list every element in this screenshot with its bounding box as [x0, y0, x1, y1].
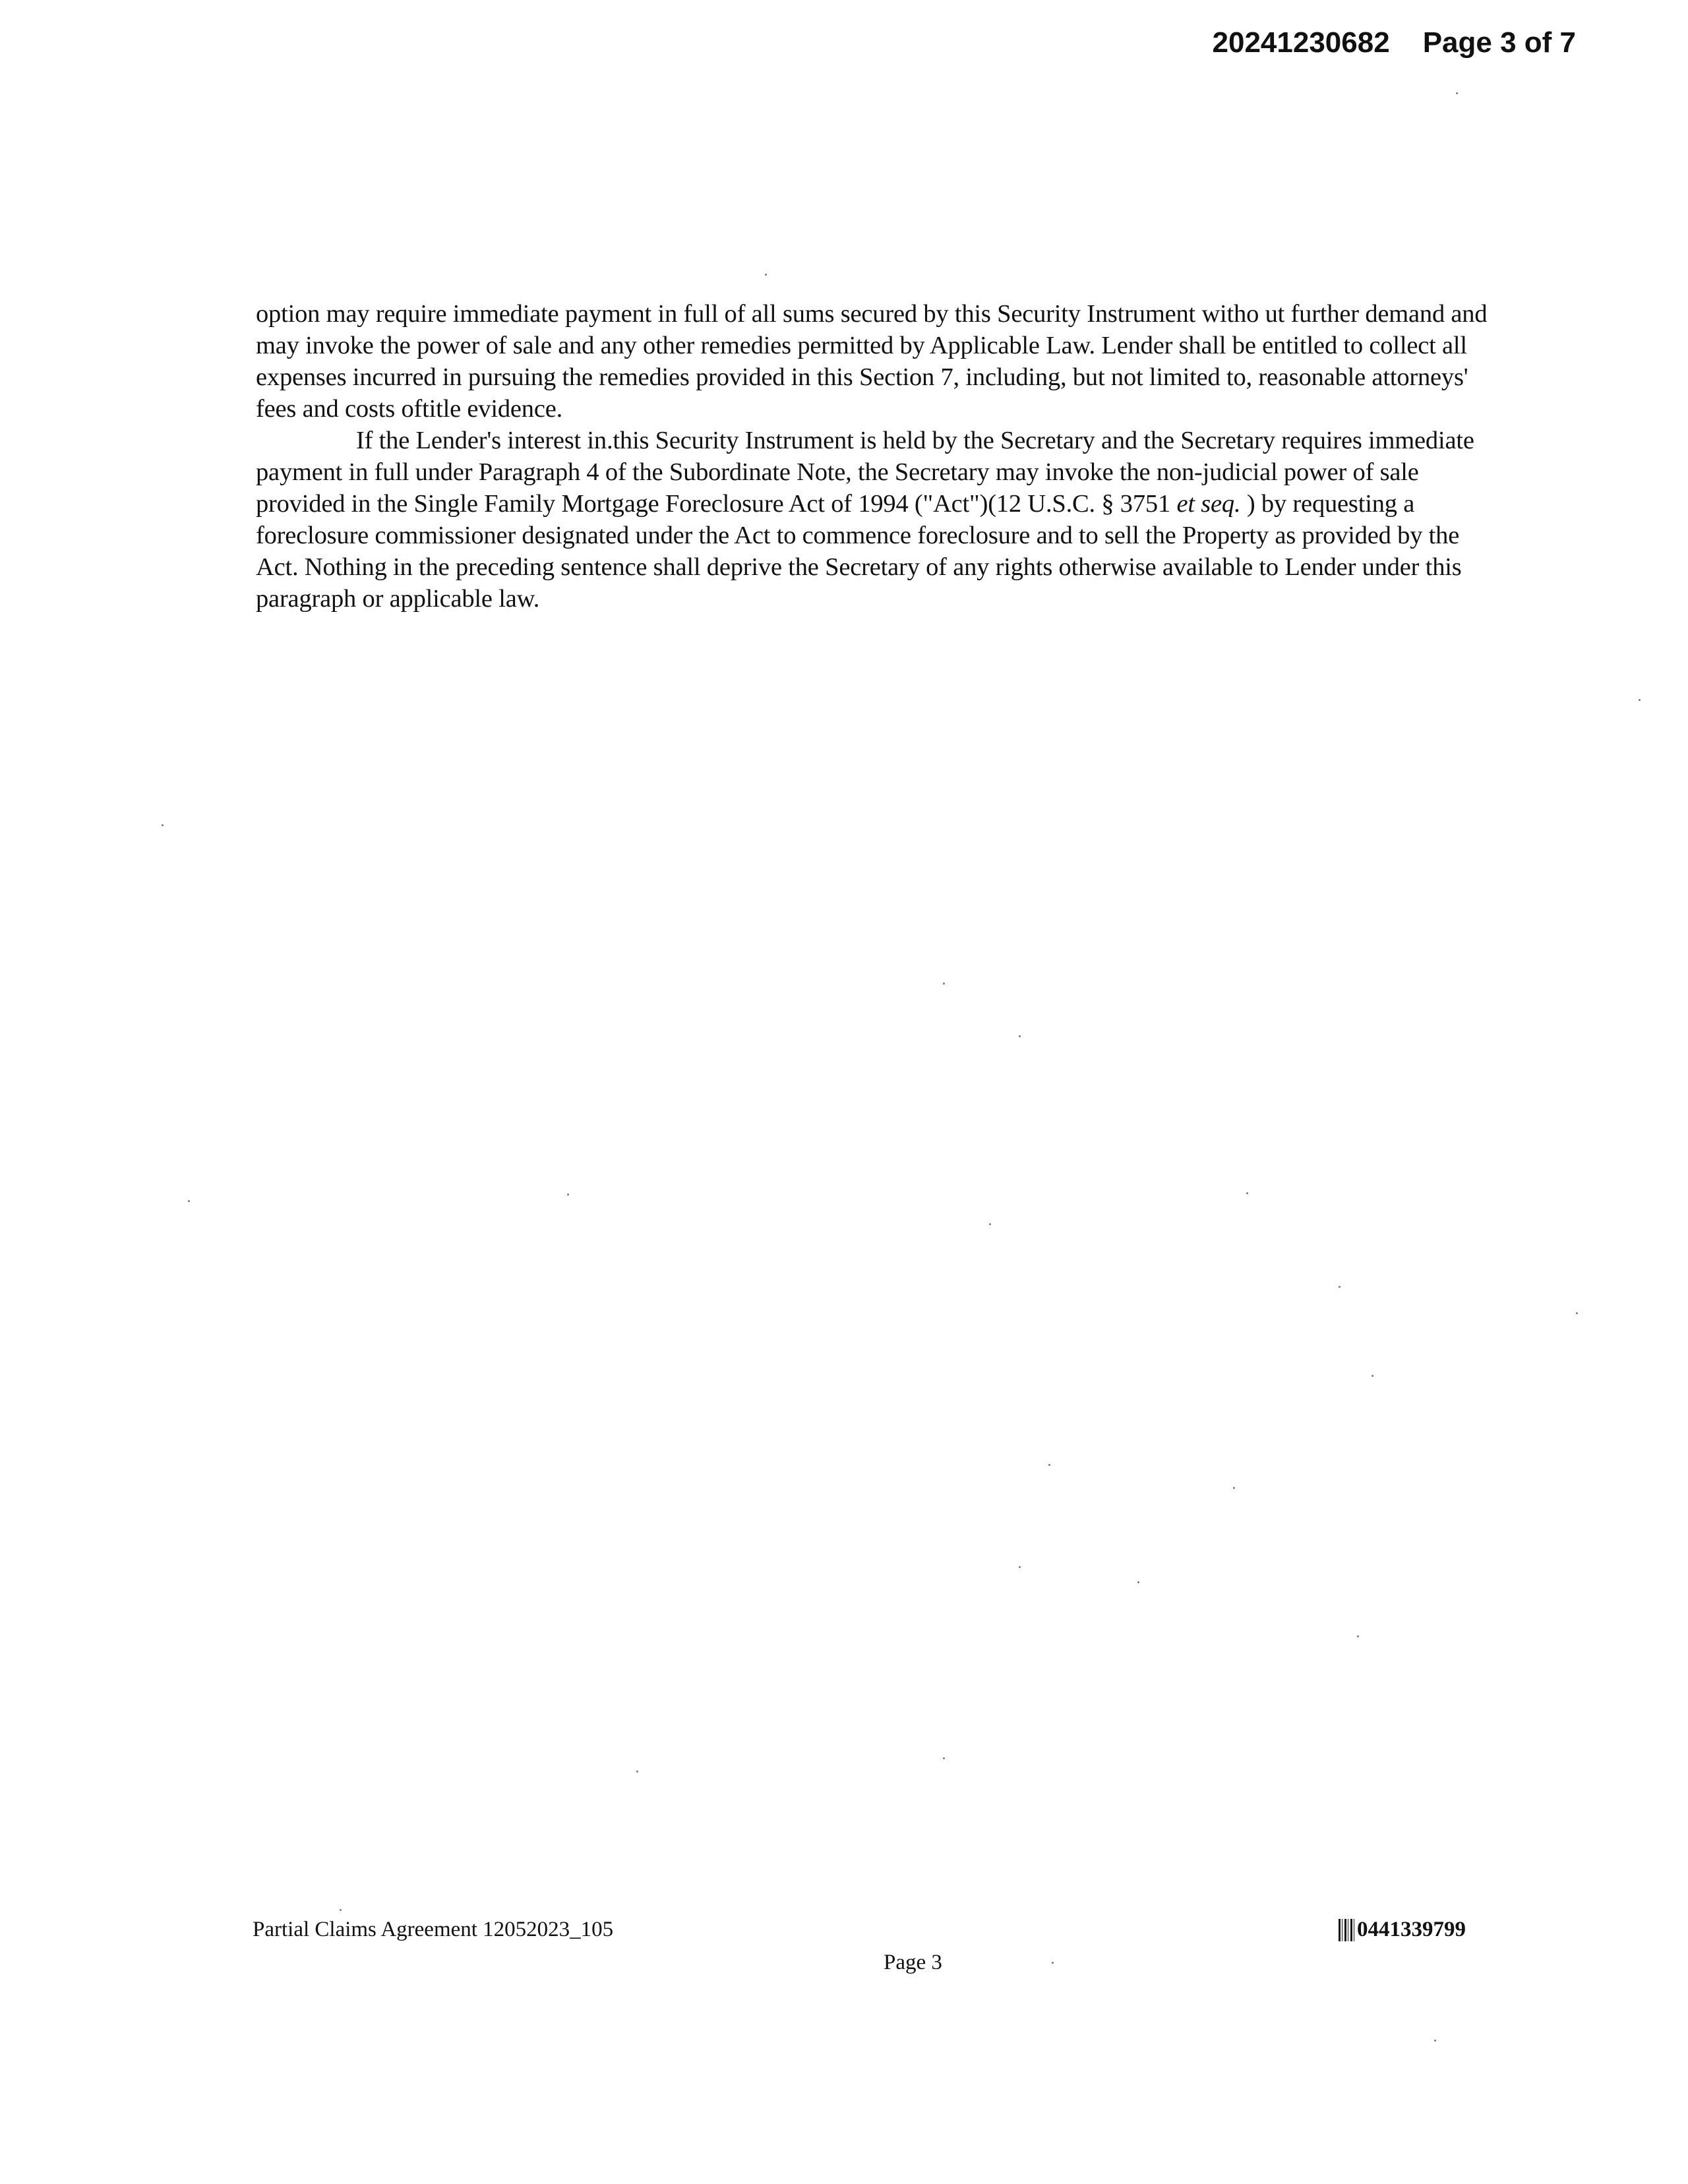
footer-page-number: Page 3: [884, 1951, 942, 1974]
scan-speck: [1048, 1464, 1050, 1466]
scan-speck: [1233, 1487, 1235, 1489]
scan-speck: [1357, 1635, 1359, 1637]
scan-speck: [1019, 1035, 1021, 1037]
scan-speck: [567, 1194, 569, 1196]
paragraph-remedies: option may require immediate payment in full of all sums secured by this Security Instrument witho ut further demand and may invoke the power of sale and any other remedies permitted by Applicable Law. Lender shall be entitled to collect all expenses incurred in pursuing the remedies provided in this Section 7, including, but not limited to, reasonable attorneys' fees and costs oftitle evidence.: [256, 300, 1488, 423]
footer-loan-id: [1339, 1918, 1466, 1942]
page-count-label: Page 3 of 7: [1422, 26, 1576, 59]
scan-speck: [188, 1200, 190, 1202]
scan-speck: [1639, 699, 1641, 701]
scan-speck: [1456, 92, 1458, 94]
scan-speck: [1019, 1566, 1021, 1568]
scan-speck: [765, 274, 767, 276]
scan-speck: [1576, 1312, 1578, 1314]
footer-form-name: Partial Claims Agreement 12052023_105: [253, 1918, 614, 1941]
scan-speck: [340, 1909, 342, 1911]
scan-speck: [943, 983, 945, 985]
paragraph-secretary-italic: et seq.: [1176, 490, 1241, 518]
scan-speck: [1434, 2040, 1436, 2042]
loan-number: 0441339799: [1357, 1918, 1466, 1941]
scan-speck: [636, 1771, 638, 1773]
barcode-icon: [1339, 1919, 1356, 1941]
scan-speck: [1137, 1581, 1139, 1583]
paragraph-secretary: [256, 425, 1495, 615]
scan-speck: [943, 1757, 945, 1759]
scan-speck: [989, 1223, 991, 1225]
document-body: [256, 298, 1495, 615]
document-number: 20241230682: [1212, 26, 1390, 59]
scan-speck: [1246, 1192, 1248, 1194]
paragraph-secretary-text-1: If the Lender's interest in.this Security Instrument is held by the Secretary and the Secretary requires immediate payment in full under Paragraph 4 of the Subordinate Note, the Secretary may invoke the non-judicial power of sale provided in the Single Family Mortgage Foreclosure Act of 1994 ("Act")(12 U.S.C. § 3751: [256, 427, 1474, 518]
recording-stamp: [1213, 26, 1577, 59]
scan-speck: [1052, 1962, 1054, 1964]
paragraph-secretary-text-2: ) by requesting a foreclosure commissioner designated under the Act to commence foreclosure and to sell the Property as provided by the Act. Nothing in the preceding sentence shall deprive the Secretary of any rights otherwise available to Lender under this paragraph or applicable law.: [256, 490, 1462, 613]
scan-speck: [1339, 1286, 1341, 1288]
scan-speck: [1372, 1375, 1373, 1377]
scan-speck: [162, 824, 164, 826]
